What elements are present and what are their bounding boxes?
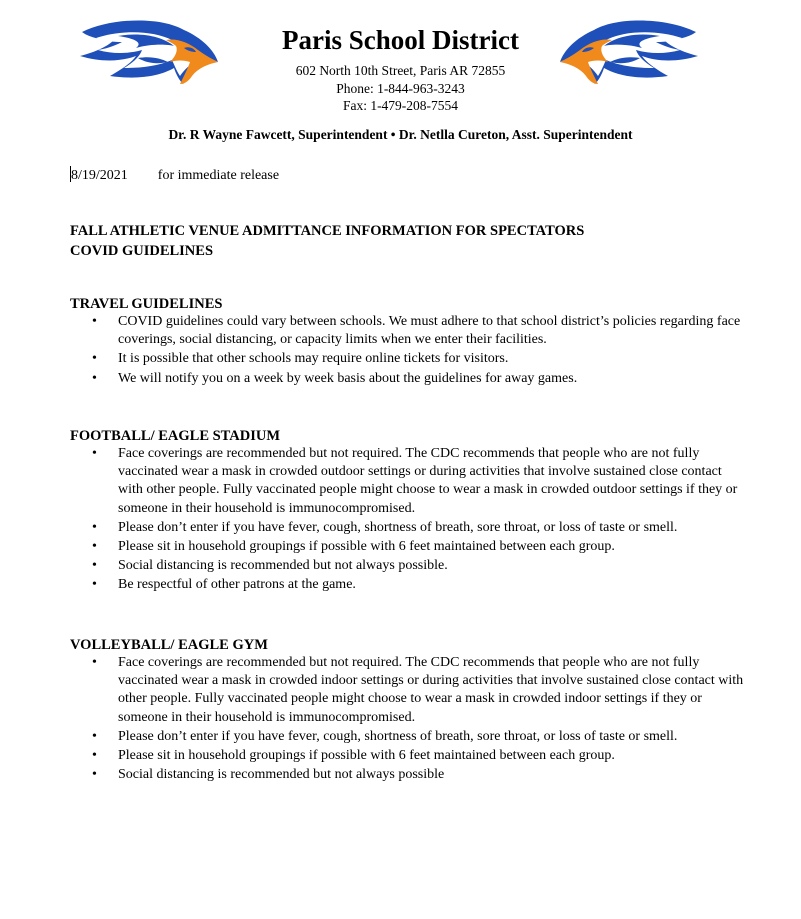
list-item: • Please don’t enter if you have fever, cough, shortness of breath, sore throat, or loss of taste or smell. <box>70 728 750 746</box>
document-title <box>70 221 584 261</box>
list-item: • Please sit in household groupings if possible with 6 feet maintained between each group. <box>70 747 750 765</box>
list-item: • We will notify you on a week by week basis about the guidelines for away games. <box>70 370 750 388</box>
superintendent-line: Dr. R Wayne Fawcett, Superintendent • Dr. Netlla Cureton, Asst. Superintendent <box>168 127 633 142</box>
list-item: • COVID guidelines could vary between schools. We must adhere to that school district’s policies regarding face coverings, social distancing, or capacity limits when we enter their facilities. <box>92 314 741 348</box>
bullet-icon: • <box>92 446 97 461</box>
bullet-icon: • <box>92 539 97 555</box>
release-label: for immediate release <box>157 168 280 183</box>
release-date: 8/19/2021 <box>71 168 128 183</box>
district-fax: Fax: 1-479-208-7554 <box>342 98 459 113</box>
title-line-2: COVID GUIDELINES <box>70 243 214 259</box>
section-football <box>70 427 750 596</box>
bullet-list <box>70 654 750 784</box>
section-heading: VOLLEYBALL/ EAGLE GYM <box>70 637 268 653</box>
bullet-icon: • <box>92 351 97 367</box>
list-item: • Please sit in household groupings if possible with 6 feet maintained between each group. <box>70 538 750 556</box>
district-address: 602 North 10th Street, Paris AR 72855 <box>295 63 506 78</box>
bullet-icon: • <box>92 728 97 744</box>
bullet-icon: • <box>92 314 97 329</box>
district-name: Paris School District <box>282 25 519 55</box>
list-item: • Face coverings are recommended but not required. The CDC recommends that people who are not fully vaccinated wear a mask in crowded indoor settings or during activities that involve sustained close contact with other people. Fully vaccinated people might choose to wear a mask in crowded indoor settings if they or someone in their household is immunocompromised. <box>92 655 744 725</box>
district-contact <box>0 62 801 115</box>
section-volleyball <box>70 636 750 785</box>
bullet-list <box>70 313 750 388</box>
list-item: • Be respectful of other patrons at the game. <box>70 576 750 594</box>
bullet-icon: • <box>92 748 97 764</box>
list-item: • Please don’t enter if you have fever, cough, shortness of breath, sore throat, or loss of taste or smell. <box>70 519 750 537</box>
section-heading: TRAVEL GUIDELINES <box>70 296 223 312</box>
list-item: • Face coverings are recommended but not required. The CDC recommends that people who are not fully vaccinated wear a mask in crowded outdoor settings or during activities that involve sustained close contact with other people. Fully vaccinated people might choose to wear a mask in crowded outdoor settings if they or someone in their household is immunocompromised. <box>92 446 738 516</box>
list-item: • It is possible that other schools may require online tickets for visitors. <box>70 350 750 368</box>
section-heading: FOOTBALL/ EAGLE STADIUM <box>70 428 281 444</box>
list-item: • Social distancing is recommended but not always possible. <box>70 557 750 575</box>
bullet-icon: • <box>92 558 97 574</box>
list-item: • Social distancing is recommended but not always possible <box>70 766 750 784</box>
bullet-icon: • <box>92 655 97 670</box>
district-phone: Phone: 1-844-963-3243 <box>336 80 465 96</box>
section-travel-guidelines <box>70 295 750 389</box>
bullet-icon: • <box>92 370 97 386</box>
bullet-icon: • <box>92 767 97 783</box>
release-line <box>70 166 279 185</box>
bullet-list <box>70 445 750 595</box>
bullet-icon: • <box>92 519 97 535</box>
title-line-1: FALL ATHLETIC VENUE ADMITTANCE INFORMATION FOR SPECTATORS <box>70 223 585 239</box>
bullet-icon: • <box>92 577 97 593</box>
